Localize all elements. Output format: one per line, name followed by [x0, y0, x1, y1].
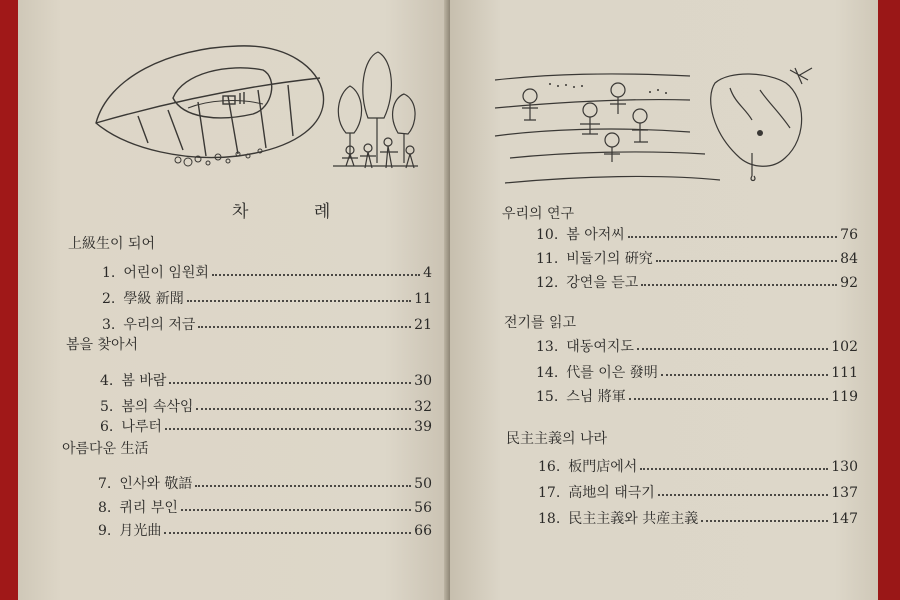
entry-page: 39 — [414, 419, 432, 435]
entry-page: 84 — [840, 251, 858, 267]
toc-entry[interactable] — [98, 473, 432, 491]
toc-entry[interactable] — [100, 416, 432, 434]
entry-title: 인사와 敬語 — [119, 476, 193, 492]
entry-page: 66 — [414, 523, 432, 539]
entry-title: 板門店에서 — [568, 459, 638, 475]
dot-leader — [198, 326, 411, 328]
entry-number: 6. — [100, 419, 114, 435]
entry-number: 5. — [100, 399, 114, 415]
entry-number: 10. — [536, 227, 559, 243]
children-reading-illustration — [490, 58, 860, 193]
entry-title: 代를 이은 發明 — [566, 365, 658, 381]
toc-entry[interactable] — [538, 482, 858, 500]
entry-page: 11 — [414, 291, 432, 307]
entry-number: 12. — [536, 275, 559, 291]
entry-title: 강연을 듣고 — [566, 275, 639, 291]
toc-entry[interactable] — [536, 248, 858, 266]
toc-entry[interactable] — [538, 456, 858, 474]
toc-title: 차 례 — [232, 202, 361, 222]
entry-number: 17. — [538, 485, 561, 501]
entry-number: 11. — [536, 251, 559, 267]
entry-page: 32 — [414, 399, 432, 415]
entry-page: 21 — [414, 317, 432, 333]
entry-title: 民主主義와 共産主義 — [568, 511, 699, 527]
entry-number: 4. — [100, 373, 114, 389]
entry-page: 147 — [831, 511, 858, 527]
toc-entry[interactable] — [102, 314, 432, 332]
entry-title: 스님 將軍 — [566, 389, 626, 405]
dot-leader — [196, 408, 411, 410]
entry-page: 4 — [423, 265, 432, 281]
entry-page: 56 — [414, 500, 432, 516]
section-heading: 봄을 찾아서 — [66, 337, 139, 353]
dot-leader — [640, 468, 828, 470]
entry-title: 봄 바람 — [121, 373, 167, 389]
entry-page: 30 — [414, 373, 432, 389]
dot-leader — [212, 274, 420, 276]
left-page — [18, 0, 450, 600]
toc-entry[interactable] — [536, 362, 858, 380]
section-heading: 우리의 연구 — [502, 206, 575, 222]
entry-page: 50 — [414, 476, 432, 492]
toc-entry[interactable] — [100, 396, 432, 414]
entry-number: 9. — [98, 523, 112, 539]
entry-title: 비둘기의 硏究 — [566, 251, 653, 267]
toc-entry[interactable] — [536, 272, 858, 290]
entry-number: 2. — [102, 291, 116, 307]
entry-page: 92 — [840, 275, 858, 291]
entry-number: 3. — [102, 317, 116, 333]
leaf-and-children-illustration — [88, 38, 448, 178]
entry-page: 119 — [831, 389, 858, 405]
entry-title: 봄의 속삭임 — [121, 399, 194, 415]
cover-edge-right — [876, 0, 900, 600]
toc-entry[interactable] — [102, 288, 432, 306]
dot-leader — [701, 520, 828, 522]
dot-leader — [165, 428, 411, 430]
section-heading: 전기를 읽고 — [504, 315, 577, 331]
right-page — [450, 0, 878, 600]
entry-number: 14. — [536, 365, 559, 381]
entry-title: 대동여지도 — [566, 339, 634, 355]
toc-entry[interactable] — [538, 508, 858, 526]
dot-leader — [628, 236, 837, 238]
entry-page: 76 — [840, 227, 858, 243]
dot-leader — [658, 494, 828, 496]
entry-page: 102 — [831, 339, 858, 355]
dot-leader — [195, 485, 411, 487]
entry-number: 16. — [538, 459, 561, 475]
dot-leader — [181, 509, 411, 511]
entry-title: 어린이 임원회 — [123, 265, 209, 281]
entry-title: 나루터 — [121, 419, 162, 435]
toc-entry[interactable] — [536, 224, 858, 242]
dot-leader — [169, 382, 411, 384]
entry-title: 學級 新聞 — [123, 291, 184, 307]
entry-number: 13. — [536, 339, 559, 355]
entry-title: 高地의 태극기 — [568, 485, 655, 501]
entry-number: 18. — [538, 511, 561, 527]
entry-title: 우리의 저금 — [123, 317, 196, 333]
section-heading: 民主主義의 나라 — [506, 431, 608, 447]
dot-leader — [187, 300, 411, 302]
entry-page: 137 — [831, 485, 858, 501]
entry-number: 1. — [102, 265, 116, 281]
toc-entry[interactable] — [98, 497, 432, 515]
entry-number: 8. — [98, 500, 112, 516]
toc-entry[interactable] — [98, 520, 432, 538]
dot-leader — [661, 374, 829, 376]
entry-number: 15. — [536, 389, 559, 405]
entry-page: 111 — [831, 365, 858, 381]
toc-entry[interactable] — [536, 386, 858, 404]
dot-leader — [641, 284, 837, 286]
entry-title: 月光曲 — [119, 523, 162, 539]
entry-page: 130 — [831, 459, 858, 475]
entry-title: 봄 아저씨 — [566, 227, 625, 243]
dot-leader — [637, 348, 828, 350]
toc-entry[interactable] — [100, 370, 432, 388]
section-heading: 上級生이 되어 — [68, 236, 156, 252]
dot-leader — [656, 260, 837, 262]
toc-entry[interactable] — [102, 262, 432, 280]
section-heading: 아름다운 生活 — [62, 441, 149, 457]
dot-leader — [164, 532, 411, 534]
entry-number: 7. — [98, 476, 112, 492]
entry-title: 퀴리 부인 — [119, 500, 178, 516]
toc-entry[interactable] — [536, 336, 858, 354]
dot-leader — [629, 398, 829, 400]
